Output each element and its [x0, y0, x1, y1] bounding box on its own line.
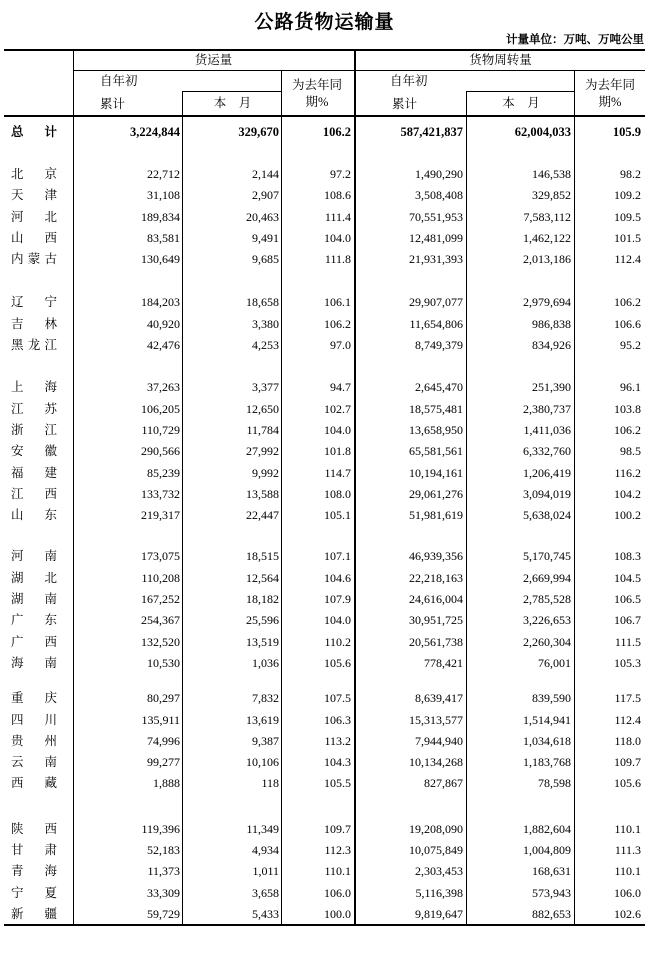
cell-cumulative: 80,297: [147, 691, 180, 706]
region-name: 北 京: [11, 167, 57, 181]
cell-month: 13,519: [246, 634, 279, 649]
region-name: 山 东: [11, 508, 57, 523]
cell-cumulative: 254,367: [141, 613, 180, 628]
cell-cumulative: 99,277: [147, 755, 180, 770]
table-row: [4, 710, 645, 731]
cell-turnover-cumulative: 12,481,099: [409, 230, 463, 245]
cell-turnover-month: 329,852: [532, 188, 571, 203]
cell-yoy-pct: 108.0: [324, 486, 351, 501]
cell-turnover-cumulative: 11,654,806: [409, 316, 463, 331]
cell-turnover-cumulative: 29,061,276: [409, 486, 463, 501]
cell-turnover-month: 1,462,122: [523, 230, 571, 245]
cell-turnover-cumulative: 46,939,356: [409, 549, 463, 564]
cell-yoy-pct: 106.2: [324, 316, 351, 331]
cell-turnover-cumulative: 70,551,953: [409, 209, 463, 224]
cell-turnover-cumulative: 20,561,738: [409, 634, 463, 649]
cell-turnover-yoy-pct: 109.7: [614, 755, 641, 770]
region-name: 四 川: [11, 712, 57, 727]
cell-turnover-yoy-pct: 117.5: [614, 691, 641, 706]
cell-cumulative: 11,373: [147, 864, 180, 879]
cell-cumulative: 42,476: [147, 338, 180, 353]
region-name: 浙 江: [11, 422, 57, 437]
cell-turnover-cumulative: 778,421: [424, 655, 463, 670]
cell-month: 18,658: [246, 295, 279, 310]
group-gap: [4, 674, 645, 688]
cell-turnover-yoy-pct: 111.3: [614, 843, 641, 858]
cell-month: 12,650: [246, 401, 279, 416]
cell-turnover-cumulative: 13,658,950: [409, 422, 463, 437]
cell-turnover-cumulative: 8,749,379: [415, 338, 463, 353]
cell-turnover-cumulative: 51,981,619: [409, 508, 463, 523]
cell-turnover-cumulative: 10,134,268: [409, 755, 463, 770]
region-name: 贵 州: [11, 733, 57, 748]
cell-turnover-yoy-pct: 95.2: [620, 338, 641, 353]
cell-cumulative: 133,732: [141, 486, 180, 501]
cell-turnover-cumulative: 9,819,647: [415, 906, 463, 921]
cell-cumulative: 219,317: [141, 508, 180, 523]
cell-turnover-month: 839,590: [532, 691, 571, 706]
region-name: 河 北: [11, 209, 57, 224]
region-name: 总 计: [11, 125, 57, 139]
cell-cumulative: 119,396: [141, 821, 180, 836]
cell-turnover-cumulative: 2,645,470: [415, 380, 463, 395]
region-name: 福 建: [11, 465, 57, 480]
cell-turnover-month: 2,013,186: [523, 252, 571, 267]
cell-yoy-pct: 104.0: [324, 230, 351, 245]
cell-yoy-pct: 94.7: [330, 380, 351, 395]
cell-turnover-yoy-pct: 110.1: [614, 821, 641, 836]
cell-turnover-cumulative: 587,421,837: [400, 125, 463, 139]
cell-turnover-month: 7,583,112: [523, 209, 571, 224]
cell-turnover-month: 2,380,737: [523, 401, 571, 416]
cell-yoy-pct: 110.2: [324, 634, 351, 649]
cell-month: 22,447: [246, 508, 279, 523]
cell-yoy-pct: 107.1: [324, 549, 351, 564]
header-freight-volume: 货运量: [194, 53, 233, 67]
cell-month: 4,253: [252, 338, 279, 353]
cell-yoy-pct: 97.2: [330, 167, 351, 181]
cell-turnover-cumulative: 24,616,004: [409, 592, 463, 607]
cell-turnover-month: 251,390: [532, 380, 571, 395]
cell-yoy-pct: 114.7: [324, 465, 351, 480]
region-name: 湖 北: [11, 570, 57, 585]
cell-turnover-cumulative: 7,944,940: [415, 733, 463, 748]
cell-yoy-pct: 100.0: [324, 906, 351, 921]
cell-month: 2,907: [252, 188, 279, 203]
cell-yoy-pct: 105.5: [324, 776, 351, 791]
cell-cumulative: 22,712: [147, 167, 180, 181]
table-row: [4, 688, 645, 709]
group-gap: [4, 526, 645, 546]
cell-month: 11,349: [246, 821, 279, 836]
table-row: [4, 610, 645, 631]
unit-note: 计量单位：万吨、万吨公里: [506, 34, 644, 46]
cell-yoy-pct: 104.0: [324, 422, 351, 437]
cell-turnover-month: 2,669,994: [523, 570, 571, 585]
table-rule-month-box-left: [183, 91, 282, 92]
cell-month: 3,658: [252, 885, 279, 900]
cell-cumulative: 173,075: [141, 549, 180, 564]
table-row: [4, 904, 645, 925]
cell-turnover-month: 146,538: [532, 167, 571, 181]
cell-yoy-pct: 111.8: [324, 252, 351, 267]
table-rule-top: [4, 49, 645, 51]
table-row: [4, 568, 645, 589]
cell-month: 11,784: [246, 422, 279, 437]
cell-cumulative: 167,252: [141, 592, 180, 607]
header-freight-turnover: 货物周转量: [469, 53, 532, 67]
cell-turnover-cumulative: 65,581,561: [409, 444, 463, 459]
cell-yoy-pct: 111.4: [324, 209, 351, 224]
cell-turnover-yoy-pct: 111.5: [614, 634, 641, 649]
cell-month: 3,377: [252, 380, 279, 395]
cell-month: 4,934: [252, 843, 279, 858]
cell-turnover-cumulative: 10,075,849: [409, 843, 463, 858]
cell-turnover-yoy-pct: 101.5: [614, 230, 641, 245]
region-name: 安 徽: [11, 444, 57, 459]
cell-month: 9,491: [252, 230, 279, 245]
cell-month: 7,832: [252, 691, 279, 706]
region-name: 海 南: [11, 655, 57, 670]
cell-turnover-month: 2,785,528: [523, 592, 571, 607]
cell-turnover-yoy-pct: 104.5: [614, 570, 641, 585]
cell-turnover-month: 76,001: [538, 655, 571, 670]
cell-turnover-month: 168,631: [532, 864, 571, 879]
table-row: [4, 207, 645, 228]
cell-turnover-cumulative: 3,508,408: [415, 188, 463, 203]
cell-yoy-pct: 107.5: [324, 691, 351, 706]
cell-month: 9,992: [252, 465, 279, 480]
cell-month: 9,685: [252, 252, 279, 267]
cell-yoy-pct: 113.2: [324, 733, 351, 748]
cell-turnover-yoy-pct: 96.1: [620, 380, 641, 395]
region-name: 河 南: [11, 549, 57, 564]
cell-cumulative: 33,309: [147, 885, 180, 900]
table-row: [4, 377, 645, 398]
cell-turnover-cumulative: 10,194,161: [409, 465, 463, 480]
cell-month: 5,433: [252, 906, 279, 921]
cell-cumulative: 130,649: [141, 252, 180, 267]
header-yoy-right: 为去年同期%: [584, 78, 635, 109]
header-since-year-start-right: 自年初: [390, 74, 428, 88]
cell-turnover-yoy-pct: 110.1: [614, 864, 641, 879]
cell-turnover-cumulative: 1,490,290: [415, 167, 463, 181]
header-month-right: 本 月: [502, 96, 540, 110]
region-name: 江 西: [11, 486, 57, 501]
cell-turnover-cumulative: 29,907,077: [409, 295, 463, 310]
table-body: [4, 117, 645, 925]
cell-turnover-month: 78,598: [538, 776, 571, 791]
table-row: [4, 249, 645, 270]
table-row: [4, 752, 645, 773]
cell-month: 18,515: [246, 549, 279, 564]
cell-cumulative: 110,729: [141, 422, 180, 437]
cell-month: 25,596: [246, 613, 279, 628]
cell-yoy-pct: 102.7: [324, 401, 351, 416]
cell-turnover-yoy-pct: 112.4: [614, 252, 641, 267]
region-name: 陕 西: [11, 821, 57, 836]
total-row: [4, 117, 645, 147]
cell-month: 13,588: [246, 486, 279, 501]
cell-turnover-cumulative: 5,116,398: [415, 885, 463, 900]
region-name: 重 庆: [11, 691, 57, 706]
cell-month: 1,011: [252, 864, 279, 879]
cell-turnover-month: 1,004,809: [523, 843, 571, 858]
cell-turnover-yoy-pct: 102.6: [614, 906, 641, 921]
table-row: [4, 505, 645, 526]
region-name: 黑 龙 江: [11, 338, 57, 353]
region-name: 山 西: [11, 230, 57, 245]
cell-turnover-yoy-pct: 112.4: [614, 712, 641, 727]
region-name: 上 海: [11, 380, 57, 395]
cell-month: 118: [261, 776, 279, 791]
table-row: [4, 883, 645, 904]
cell-cumulative: 1,888: [153, 776, 180, 791]
cell-yoy-pct: 110.1: [324, 864, 351, 879]
region-name: 湖 南: [11, 592, 57, 607]
table-row: [4, 546, 645, 567]
table-row: [4, 731, 645, 752]
cell-month: 18,182: [246, 592, 279, 607]
cell-turnover-month: 5,170,745: [523, 549, 571, 564]
cell-cumulative: 132,520: [141, 634, 180, 649]
cell-turnover-month: 1,514,941: [523, 712, 571, 727]
region-name: 云 南: [11, 755, 57, 770]
cell-cumulative: 52,183: [147, 843, 180, 858]
header-month-left: 本 月: [213, 96, 252, 110]
cell-yoy-pct: 107.9: [324, 592, 351, 607]
cell-turnover-month: 1,411,036: [523, 422, 571, 437]
cell-turnover-cumulative: 2,303,453: [415, 864, 463, 879]
region-name: 广 东: [11, 613, 57, 628]
cell-yoy-pct: 106.1: [324, 295, 351, 310]
cell-turnover-cumulative: 19,208,090: [409, 821, 463, 836]
table-row: [4, 399, 645, 420]
table-row: [4, 840, 645, 861]
cell-month: 13,619: [246, 712, 279, 727]
cell-turnover-month: 3,226,653: [523, 613, 571, 628]
group-gap: [4, 356, 645, 377]
cell-yoy-pct: 108.6: [324, 188, 351, 203]
cell-turnover-yoy-pct: 116.2: [614, 465, 641, 480]
cell-turnover-cumulative: 22,218,163: [409, 570, 463, 585]
table-row: [4, 773, 645, 794]
cell-turnover-cumulative: 827,867: [424, 776, 463, 791]
cell-turnover-yoy-pct: 109.5: [614, 209, 641, 224]
table-row: [4, 632, 645, 653]
cell-turnover-month: 834,926: [532, 338, 571, 353]
cell-yoy-pct: 101.8: [324, 444, 351, 459]
table-row: [4, 441, 645, 462]
cell-month: 329,670: [238, 125, 279, 139]
cell-month: 10,106: [246, 755, 279, 770]
region-name: 青 海: [11, 864, 57, 879]
cell-cumulative: 135,911: [141, 712, 180, 727]
cell-turnover-month: 62,004,033: [514, 125, 571, 139]
cell-turnover-month: 1,882,604: [523, 821, 571, 836]
cell-yoy-pct: 112.3: [324, 843, 351, 858]
table-row: [4, 420, 645, 441]
cell-yoy-pct: 97.0: [330, 338, 351, 353]
cell-turnover-cumulative: 30,951,725: [409, 613, 463, 628]
cell-cumulative: 110,208: [141, 570, 180, 585]
region-name: 广 西: [11, 634, 57, 649]
cell-turnover-month: 986,838: [532, 316, 571, 331]
region-name: 江 苏: [11, 401, 57, 416]
cell-turnover-cumulative: 21,931,393: [409, 252, 463, 267]
cell-cumulative: 184,203: [141, 295, 180, 310]
cell-turnover-month: 2,260,304: [523, 634, 571, 649]
cell-cumulative: 74,996: [147, 733, 180, 748]
cell-turnover-cumulative: 15,313,577: [409, 712, 463, 727]
table-rule-month-box-right: [467, 91, 575, 92]
table-row: [4, 861, 645, 882]
table-row: [4, 463, 645, 484]
cell-cumulative: 290,566: [141, 444, 180, 459]
region-name: 宁 夏: [11, 885, 57, 900]
page-title: 公路货物运输量: [254, 12, 395, 33]
cell-yoy-pct: 105.1: [324, 508, 351, 523]
cell-yoy-pct: 106.3: [324, 712, 351, 727]
cell-cumulative: 10,530: [147, 655, 180, 670]
cell-turnover-month: 6,332,760: [523, 444, 571, 459]
group-gap: [4, 270, 645, 292]
cell-turnover-yoy-pct: 105.6: [614, 776, 641, 791]
cell-yoy-pct: 105.6: [324, 655, 351, 670]
region-name: 内 蒙 古: [11, 252, 57, 267]
table-row: [4, 819, 645, 840]
cell-cumulative: 189,834: [141, 209, 180, 224]
cell-month: 27,992: [246, 444, 279, 459]
region-name: 天 津: [11, 188, 57, 203]
cell-turnover-yoy-pct: 106.0: [614, 885, 641, 900]
region-name: 甘 肃: [11, 843, 57, 858]
cell-cumulative: 40,920: [147, 316, 180, 331]
cell-turnover-yoy-pct: 109.2: [614, 188, 641, 203]
table-row: [4, 185, 645, 206]
cell-turnover-yoy-pct: 98.2: [620, 167, 641, 181]
cell-turnover-yoy-pct: 106.7: [614, 613, 641, 628]
cell-yoy-pct: 106.0: [324, 885, 351, 900]
table-row: [4, 292, 645, 313]
cell-yoy-pct: 104.6: [324, 570, 351, 585]
table-row: [4, 164, 645, 185]
cell-turnover-cumulative: 8,639,417: [415, 691, 463, 706]
cell-yoy-pct: 106.2: [322, 125, 351, 139]
cell-turnover-month: 1,206,419: [523, 465, 571, 480]
cell-turnover-yoy-pct: 106.6: [614, 316, 641, 331]
cell-month: 1,036: [252, 655, 279, 670]
cell-yoy-pct: 104.0: [324, 613, 351, 628]
region-name: 吉 林: [11, 316, 57, 331]
group-gap: [4, 795, 645, 819]
cell-turnover-yoy-pct: 105.3: [614, 655, 641, 670]
cell-yoy-pct: 104.3: [324, 755, 351, 770]
table-row: [4, 589, 645, 610]
cell-cumulative: 31,108: [147, 188, 180, 203]
cell-month: 3,380: [252, 316, 279, 331]
cell-turnover-month: 2,979,694: [523, 295, 571, 310]
cell-turnover-yoy-pct: 106.5: [614, 592, 641, 607]
table-row: [4, 484, 645, 505]
cell-turnover-month: 882,653: [532, 906, 571, 921]
cell-month: 2,144: [252, 167, 279, 181]
cell-cumulative: 106,205: [141, 401, 180, 416]
cell-turnover-yoy-pct: 108.3: [614, 549, 641, 564]
region-name: 西 藏: [11, 776, 57, 791]
table-row: [4, 335, 645, 356]
header-cumulative-left: 累计: [100, 97, 126, 111]
cell-month: 12,564: [246, 570, 279, 585]
cell-turnover-yoy-pct: 118.0: [614, 733, 641, 748]
cell-turnover-yoy-pct: 105.9: [612, 125, 641, 139]
cell-turnover-month: 573,943: [532, 885, 571, 900]
cell-turnover-month: 1,183,768: [523, 755, 571, 770]
table-row: [4, 653, 645, 674]
table-row: [4, 228, 645, 249]
cell-turnover-yoy-pct: 104.2: [614, 486, 641, 501]
row-gap: [4, 147, 645, 164]
header-since-year-start-left: 自年初: [100, 74, 138, 88]
cell-turnover-yoy-pct: 106.2: [614, 295, 641, 310]
header-yoy-left: 为去年同期%: [291, 78, 342, 109]
cell-turnover-month: 1,034,618: [523, 733, 571, 748]
cell-turnover-yoy-pct: 100.2: [614, 508, 641, 523]
cell-cumulative: 83,581: [147, 230, 180, 245]
region-name: 辽 宁: [11, 295, 57, 310]
cell-turnover-cumulative: 18,575,481: [409, 401, 463, 416]
region-name: 新 疆: [11, 906, 57, 921]
cell-turnover-yoy-pct: 98.5: [620, 444, 641, 459]
cell-cumulative: 59,729: [147, 906, 180, 921]
cell-cumulative: 3,224,844: [130, 125, 180, 139]
cell-turnover-month: 3,094,019: [523, 486, 571, 501]
table-row: [4, 314, 645, 335]
cell-turnover-month: 5,638,024: [523, 508, 571, 523]
table-rule-under-groups: [73, 70, 645, 71]
cell-cumulative: 85,239: [147, 465, 180, 480]
cell-yoy-pct: 109.7: [324, 821, 351, 836]
cell-month: 9,387: [252, 733, 279, 748]
cell-month: 20,463: [246, 209, 279, 224]
cell-turnover-yoy-pct: 103.8: [614, 401, 641, 416]
cell-turnover-yoy-pct: 106.2: [614, 422, 641, 437]
header-cumulative-right: 累计: [392, 97, 418, 111]
cell-cumulative: 37,263: [147, 380, 180, 395]
